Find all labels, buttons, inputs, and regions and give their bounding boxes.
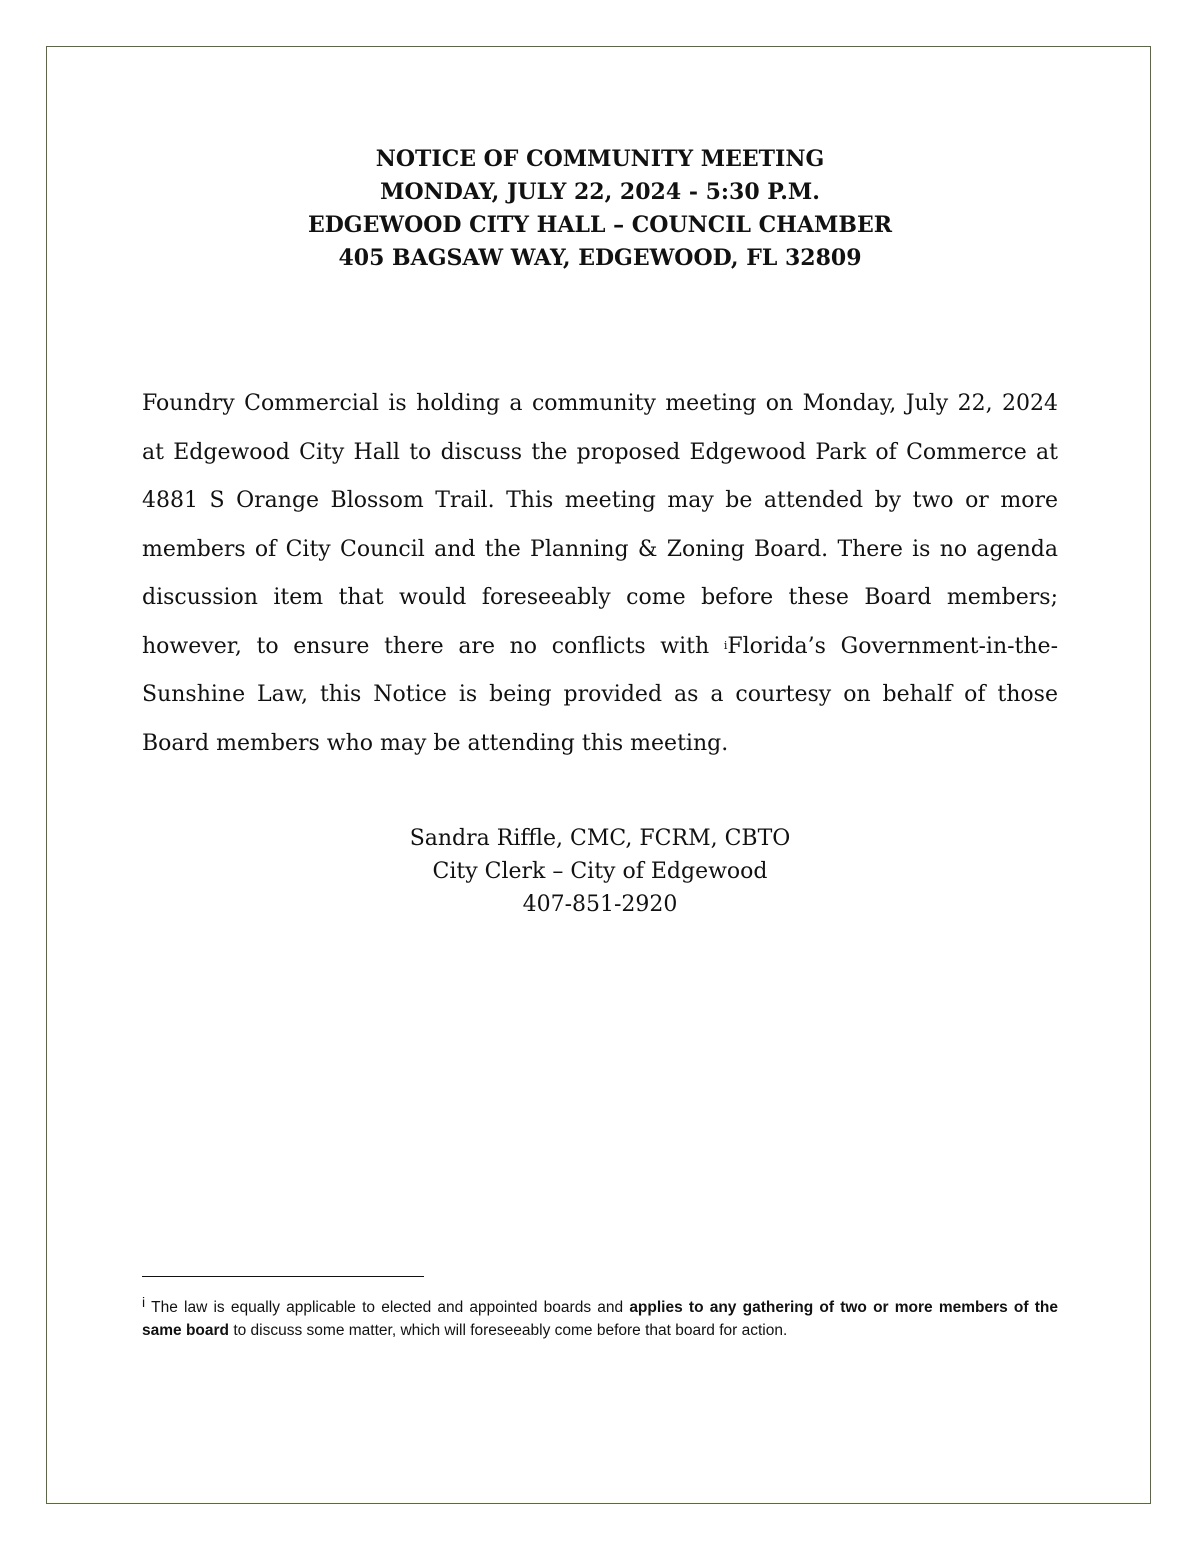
signature-title: City Clerk – City of Edgewood: [432, 859, 768, 884]
body-text-part-1: Foundry Commercial is holding a community meeting on Monday, July 22, 2024 at Edgewood City Hall to discuss the proposed Edgewood Park of Commerce at 4881 S Orange Blossom Trail. This meeting may be attended by two or more members of City Council and the Planning & Zoning Board. There is no agenda discussion item that would foreseeably come before these Board members; however, to ensure there are no conflicts with: [142, 391, 1058, 659]
heading-date-time: MONDAY, JULY 22, 2024 - 5:30 P.M.: [380, 179, 820, 205]
footnote: [142, 1296, 1058, 1342]
notice-heading: [0, 143, 1200, 275]
signature-phone: 407-851-2920: [522, 892, 678, 917]
heading-address: 405 BAGSAW WAY, EDGEWOOD, FL 32809: [338, 245, 862, 271]
notice-body: [142, 380, 1058, 768]
heading-venue: EDGEWOOD CITY HALL – COUNCIL CHAMBER: [307, 212, 893, 238]
footnote-text-part-2: to discuss some matter, which will foreseeably come before that board for action.: [229, 1322, 788, 1339]
footnote-text-bold: applies to any gathering of two or more members of the same board: [142, 1299, 1058, 1339]
body-text-part-2: Florida’s Government-in-the-Sunshine Law, this Notice is being provided as a courtesy on behalf of those Board members who may be attending this meeting.: [142, 633, 1059, 756]
signature-block: [0, 822, 1200, 921]
footnote-separator: [142, 1276, 424, 1277]
footnote-marker: i: [142, 1294, 146, 1310]
footnote-reference-marker: i: [723, 638, 728, 652]
heading-title: NOTICE OF COMMUNITY MEETING: [375, 146, 825, 172]
footnote-text-part-1: The law is equally applicable to elected and appointed boards and: [151, 1299, 630, 1316]
signature-name: Sandra Riffle, CMC, FCRM, CBTO: [409, 826, 791, 851]
